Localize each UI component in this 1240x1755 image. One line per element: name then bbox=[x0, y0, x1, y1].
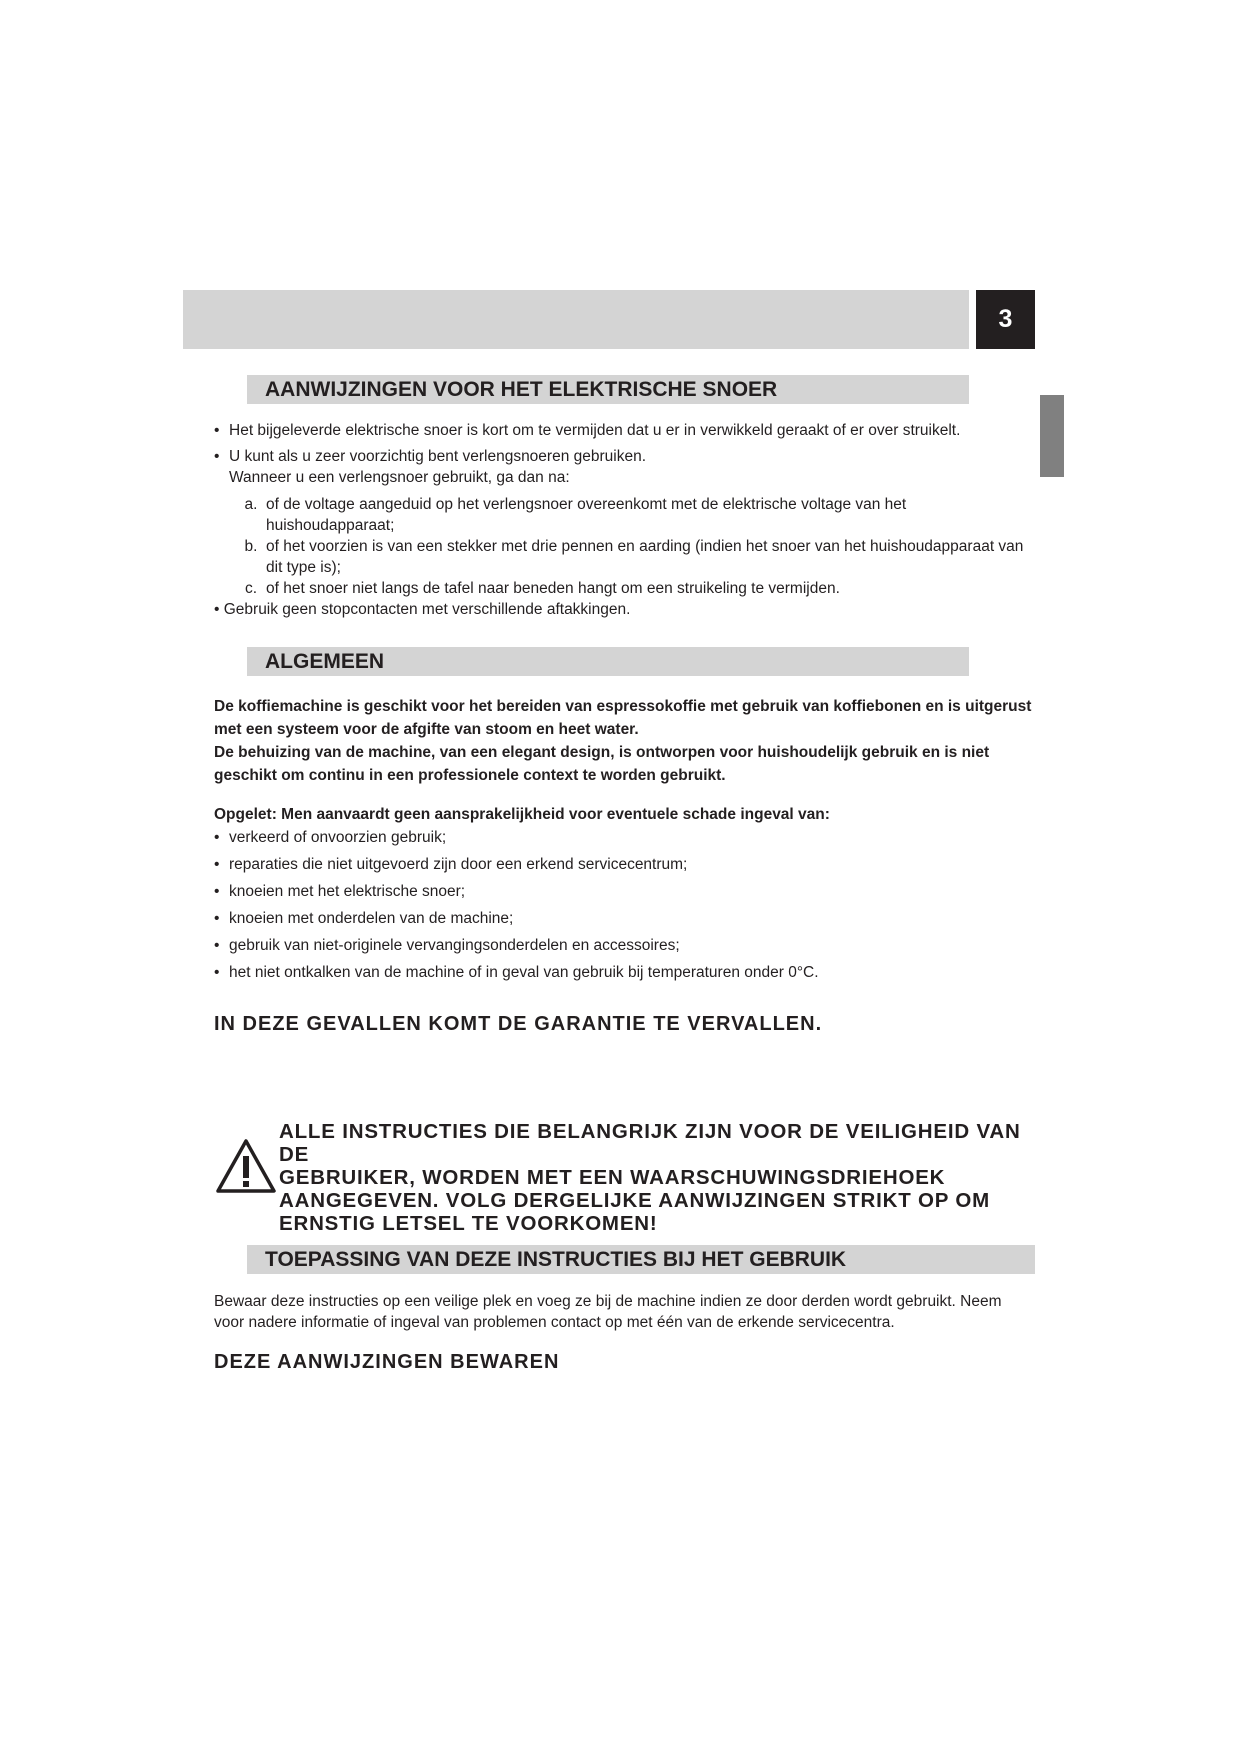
list-item: • Het bijgeleverde elektrische snoer is kort om te vermijden dat u er in verwikkeld geraakt of er over struikelt. bbox=[214, 422, 961, 439]
list-item-text: gebruik van niet-originele vervangingsonderdelen en accessoires; bbox=[229, 937, 680, 954]
section-electrical-cord-body bbox=[214, 420, 1044, 620]
bullet-continuation: Wanneer u een verlengsnoer gebruikt, ga dan na: bbox=[229, 469, 570, 486]
sub-marker: c. bbox=[244, 580, 258, 597]
sub-text: of de voltage aangeduid op het verlengsnoer overeenkomt met de elektrische voltage van het huishoudapparaat; bbox=[266, 496, 907, 534]
warning-triangle-icon bbox=[215, 1138, 277, 1194]
general-description bbox=[214, 695, 1044, 787]
sub-list-item bbox=[236, 578, 1036, 599]
page-number: 3 bbox=[976, 290, 1035, 349]
warning-line: ALLE INSTRUCTIES DIE BELANGRIJK ZIJN VOOR DE VEILIGHEID VAN DE bbox=[279, 1120, 1021, 1166]
list-item-text: knoeien met het elektrische snoer; bbox=[229, 883, 466, 900]
sub-text: of het snoer niet langs de tafel naar beneden hangt om een struikeling te vermijden. bbox=[266, 580, 840, 597]
bullet-text: • Gebruik geen stopcontacten met verschillende aftakkingen. bbox=[214, 601, 631, 618]
list-item: • gebruik van niet-originele vervangingsonderdelen en accessoires; bbox=[214, 935, 1044, 962]
section-title-usage: TOEPASSING VAN DEZE INSTRUCTIES BIJ HET GEBRUIK bbox=[247, 1245, 1035, 1274]
list-item: • knoeien met onderdelen van de machine; bbox=[214, 908, 1044, 935]
list-item: • knoeien met het elektrische snoer; bbox=[214, 881, 1044, 908]
sub-text: of het voorzien is van een stekker met drie pennen en aarding (indien het snoer van het huishoudapparaat van dit type is); bbox=[266, 538, 1024, 576]
list-item-text: knoeien met onderdelen van de machine; bbox=[229, 910, 514, 927]
sub-marker: a. bbox=[244, 496, 258, 513]
list-item: • het niet ontkalken van de machine of in geval van gebruik bij temperaturen onder 0°C. bbox=[214, 962, 1044, 989]
general-paragraph-2: De behuizing van de machine, van een elegant design, is ontworpen voor huishoudelijk gebruik en is niet geschikt om continu in een professionele context te worden gebruikt. bbox=[214, 744, 990, 784]
list-item: • verkeerd of onvoorzien gebruik; bbox=[214, 827, 1044, 854]
warning-line: GEBRUIKER, WORDEN MET EEN WAARSCHUWINGSDRIEHOEK bbox=[279, 1166, 946, 1189]
caution-heading: Opgelet: Men aanvaardt geen aansprakelijkheid voor eventuele schade ingeval van: bbox=[214, 806, 830, 823]
liability-list bbox=[214, 827, 1044, 989]
list-item-text: verkeerd of onvoorzien gebruik; bbox=[229, 829, 447, 846]
sub-marker: b. bbox=[244, 538, 258, 555]
safety-warning bbox=[279, 1120, 1039, 1235]
usage-paragraph: Bewaar deze instructies op een veilige plek en voeg ze bij de machine indien ze door derden wordt gebruikt. Neem voor nadere informatie of ingeval van problemen contact op met één van de erkende servicecentra. bbox=[214, 1293, 1002, 1331]
section-title-general: ALGEMEEN bbox=[247, 647, 969, 676]
list-item: • U kunt als u zeer voorzichtig bent verlengsnoeren gebruiken. bbox=[214, 448, 647, 465]
list-item: • reparaties die niet uitgevoerd zijn door een erkend servicecentrum; bbox=[214, 854, 1044, 881]
header-bar bbox=[183, 290, 969, 349]
list-item-text: het niet ontkalken van de machine of in geval van gebruik bij temperaturen onder 0°C. bbox=[229, 964, 819, 981]
bullet-text: U kunt als u zeer voorzichtig bent verlengsnoeren gebruiken. bbox=[229, 448, 647, 465]
warning-line: AANGEGEVEN. VOLG DERGELIJKE AANWIJZINGEN STRIKT OP OM bbox=[279, 1189, 990, 1212]
sub-list-item bbox=[236, 494, 1036, 536]
section-title-electrical-cord: AANWIJZINGEN VOOR HET ELEKTRISCHE SNOER bbox=[247, 375, 969, 404]
list-item-text: reparaties die niet uitgevoerd zijn door een erkend servicecentrum; bbox=[229, 856, 688, 873]
sub-list-item bbox=[236, 536, 1036, 578]
warranty-notice: IN DEZE GEVALLEN KOMT DE GARANTIE TE VERVALLEN. bbox=[214, 1013, 823, 1035]
general-paragraph-1: De koffiemachine is geschikt voor het bereiden van espressokoffie met gebruik van koffiebonen en is uitgerust met een systeem voor de afgifte van stoom en heet water. bbox=[214, 698, 1032, 738]
warning-line: ERNSTIG LETSEL TE VOORKOMEN! bbox=[279, 1212, 658, 1235]
bullet-text: Het bijgeleverde elektrische snoer is kort om te vermijden dat u er in verwikkeld geraakt of er over struikelt. bbox=[229, 422, 961, 439]
keep-instructions-heading: DEZE AANWIJZINGEN BEWAREN bbox=[214, 1351, 560, 1373]
